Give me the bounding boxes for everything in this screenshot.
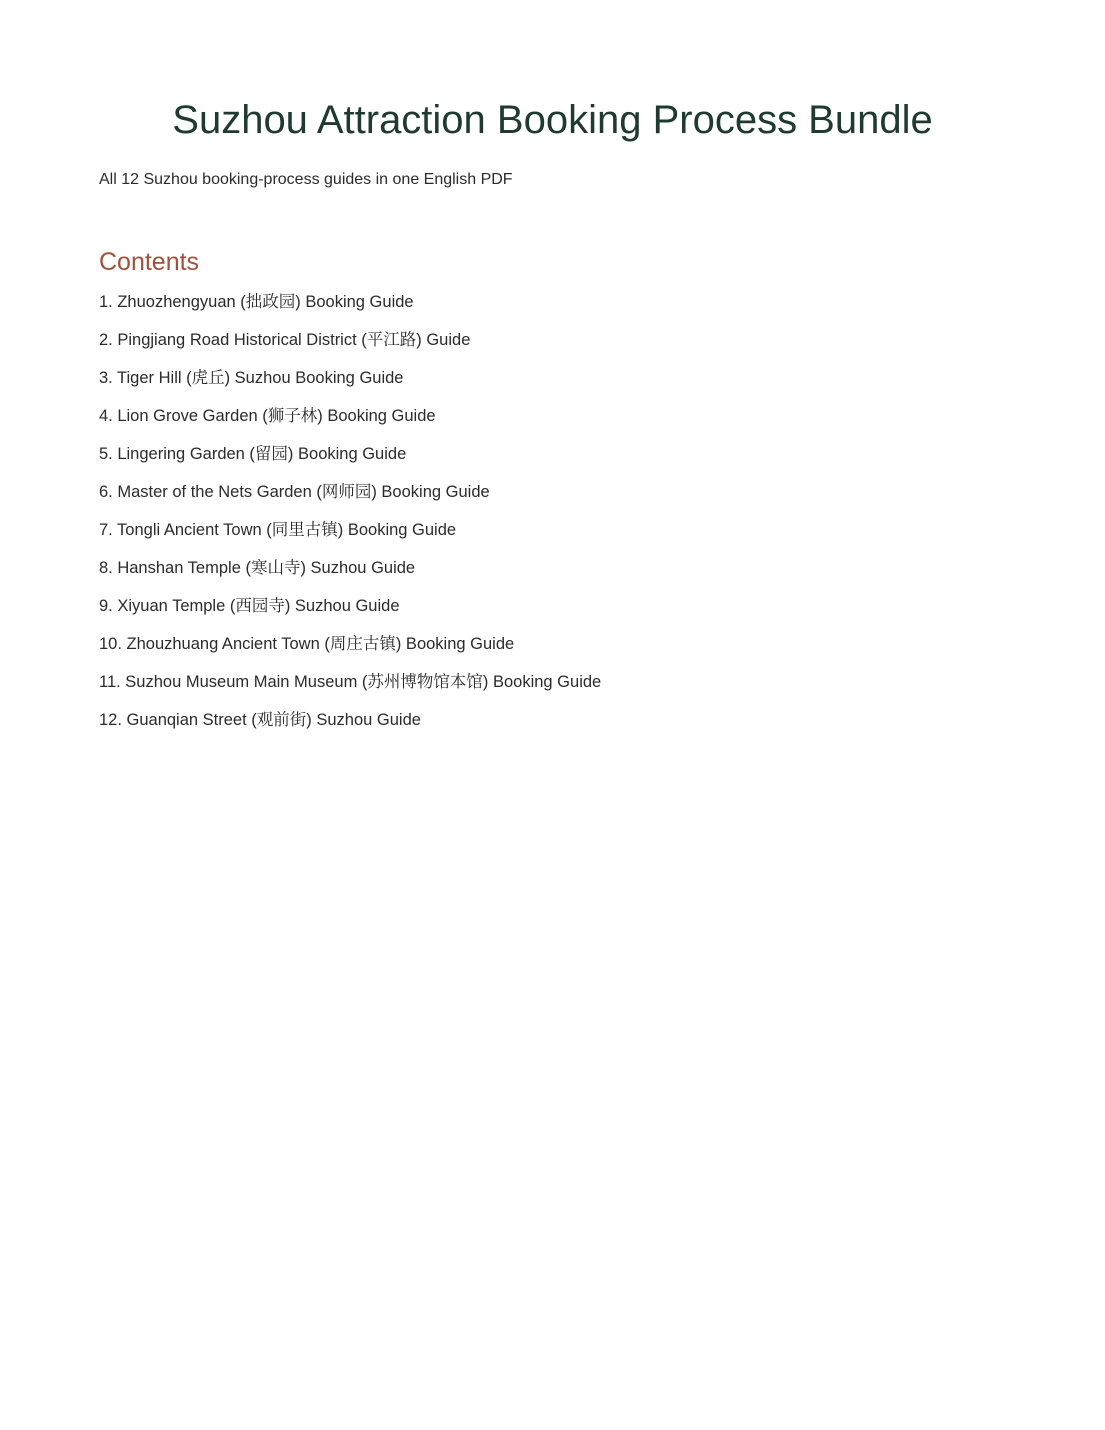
- toc-item[interactable]: 8. Hanshan Temple (寒山寺) Suzhou Guide: [99, 559, 416, 577]
- toc-item[interactable]: 7. Tongli Ancient Town (同里古镇) Booking Guide: [99, 521, 457, 539]
- toc-item[interactable]: 6. Master of the Nets Garden (网师园) Booking Guide: [99, 483, 490, 501]
- document-subtitle: All 12 Suzhou booking-process guides in one English PDF: [99, 171, 513, 188]
- toc-item[interactable]: 4. Lion Grove Garden (狮子林) Booking Guide: [99, 407, 436, 425]
- contents-heading: Contents: [99, 248, 200, 276]
- toc-item[interactable]: 5. Lingering Garden (留园) Booking Guide: [99, 445, 407, 463]
- toc-item[interactable]: 3. Tiger Hill (虎丘) Suzhou Booking Guide: [99, 369, 404, 387]
- toc-item[interactable]: 2. Pingjiang Road Historical District (平江路) Guide: [99, 331, 471, 349]
- toc-item[interactable]: 1. Zhuozhengyuan (拙政园) Booking Guide: [99, 293, 414, 311]
- table-of-contents: [99, 292, 601, 748]
- document-title: Suzhou Attraction Booking Process Bundle: [172, 98, 933, 142]
- toc-item[interactable]: 10. Zhouzhuang Ancient Town (周庄古镇) Booking Guide: [99, 635, 515, 653]
- toc-item[interactable]: 12. Guanqian Street (观前街) Suzhou Guide: [99, 711, 421, 729]
- toc-item[interactable]: 11. Suzhou Museum Main Museum (苏州博物馆本馆) Booking Guide: [99, 673, 602, 691]
- toc-item[interactable]: 9. Xiyuan Temple (西园寺) Suzhou Guide: [99, 597, 400, 615]
